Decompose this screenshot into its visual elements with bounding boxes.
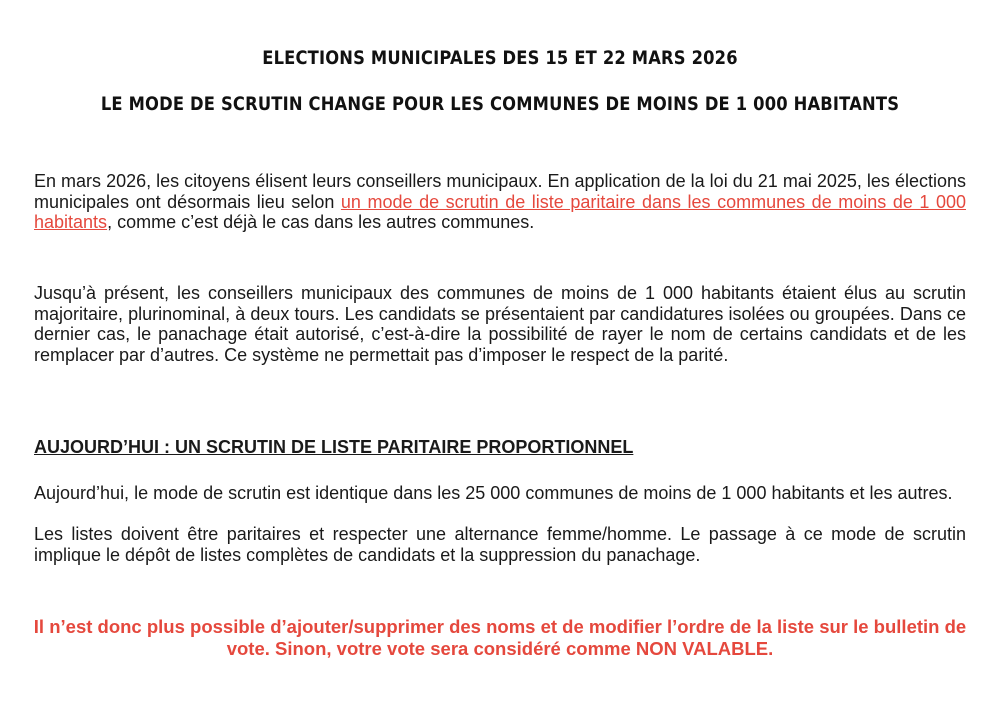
intro-paragraph [34, 171, 966, 233]
main-title: ELECTIONS MUNICIPALES DES 15 ET 22 MARS 2026 [262, 47, 738, 69]
section-heading: AUJOURD’HUI : UN SCRUTIN DE LISTE PARITAIRE PROPORTIONNEL [34, 437, 634, 457]
warning-notice: Il n’est donc plus possible d’ajouter/supprimer des noms et de modifier l’ordre de la liste sur le bulletin de vote. Sinon, votre vote sera considéré comme NON VALABLE. [33, 616, 967, 659]
intro-text-end: , comme c’est déjà le cas dans les autres communes. [107, 212, 535, 232]
today-paragraph-1: Aujourd’hui, le mode de scrutin est identique dans les 25 000 communes de moins de 1 000 habitants et les autres. [34, 483, 953, 503]
subtitle: LE MODE DE SCRUTIN CHANGE POUR LES COMMUNES DE MOINS DE 1 000 HABITANTS [100, 93, 900, 115]
voting-mode-link[interactable]: un mode de scrutin de liste paritaire dans les communes de moins de 1 000 habitants [34, 191, 966, 232]
today-paragraph-2: Les listes doivent être paritaires et respecter une alternance femme/homme. Le passage à ce mode de scrutin implique le dépôt de listes complètes de candidats et la suppression du panachage. [34, 524, 966, 565]
intro-text-start: En mars 2026, les citoyens élisent leurs conseillers municipaux. En application de la loi du 21 mai 2025, les élections municipales ont désormais lieu selon [34, 171, 966, 212]
history-paragraph: Jusqu’à présent, les conseillers municipaux des communes de moins de 1 000 habitants étaient élus au scrutin majoritaire, plurinominal, à deux tours. Les candidats se présentaient par candidatures isolées ou groupées. Dans ce dernier cas, le panachage était autorisé, c’est-à-dire la possibilité de rayer le nom de certains candidats et de les remplacer par d’autres. Ce système ne permettait pas d’imposer le respect de la parité. [34, 283, 966, 365]
